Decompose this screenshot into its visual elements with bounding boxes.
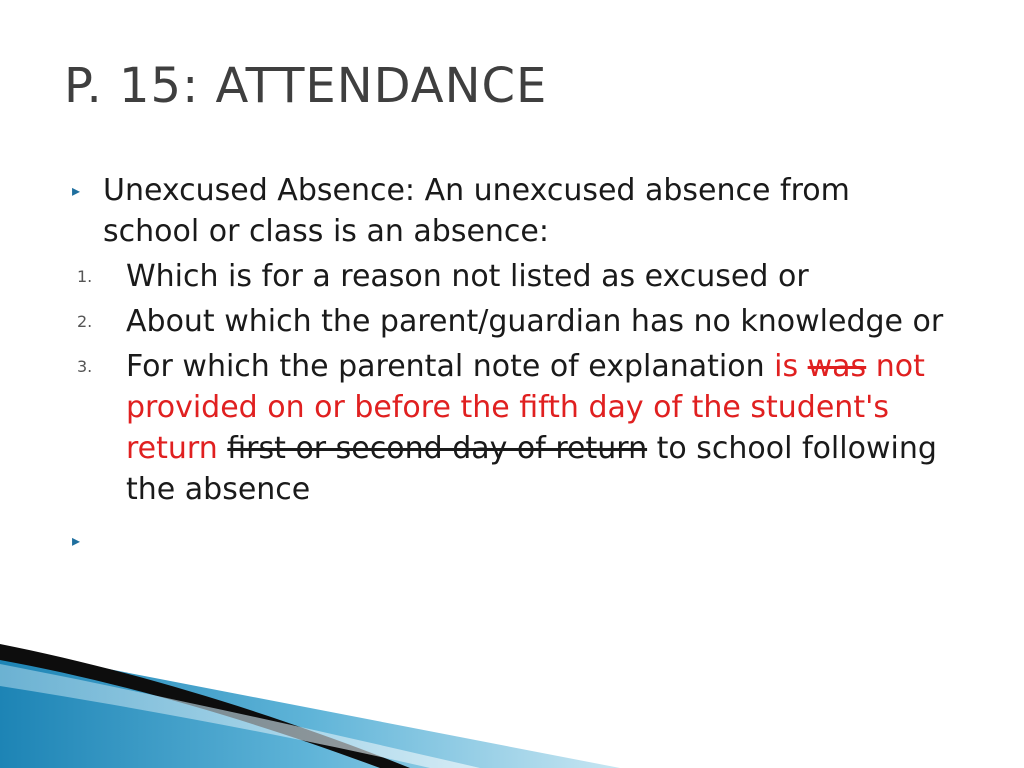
text-segment: For which the parental note of explanation — [126, 349, 775, 384]
list-number: 3. — [77, 357, 93, 376]
list-number: 2. — [77, 312, 93, 331]
inserted-text: not provided on or before the fifth day of the student's return — [126, 349, 925, 466]
list-item — [72, 256, 952, 297]
list-number: 1. — [77, 267, 93, 286]
corner-decoration — [0, 638, 1024, 768]
bullet-text — [103, 170, 952, 252]
text-space — [798, 349, 808, 384]
list-item-text: Which is for a reason not listed as excused or — [126, 259, 809, 294]
slide-title: P. 15: ATTENDANCE — [64, 58, 548, 114]
struck-inserted-text: was — [807, 349, 867, 384]
bullet-arrow-icon: ▸ — [72, 531, 81, 550]
slide-body — [72, 170, 952, 561]
list-item-text: About which the parent/guardian has no knowledge or — [126, 304, 944, 339]
bullet-empty — [72, 520, 952, 561]
text-space — [218, 431, 228, 466]
bullet-unexcused-absence — [72, 170, 952, 252]
struck-text: first or second day of return — [227, 431, 648, 466]
term-label: Unexcused Absence: — [103, 173, 416, 208]
term-definition: An unexcused absence from school or class is an absence: — [103, 173, 850, 249]
text-segment: to school following the absence — [126, 431, 937, 507]
bullet-arrow-icon: ▸ — [72, 181, 81, 200]
inserted-text: is — [774, 349, 799, 384]
list-item — [72, 346, 952, 510]
list-item — [72, 301, 952, 342]
list-item-text — [126, 346, 952, 510]
